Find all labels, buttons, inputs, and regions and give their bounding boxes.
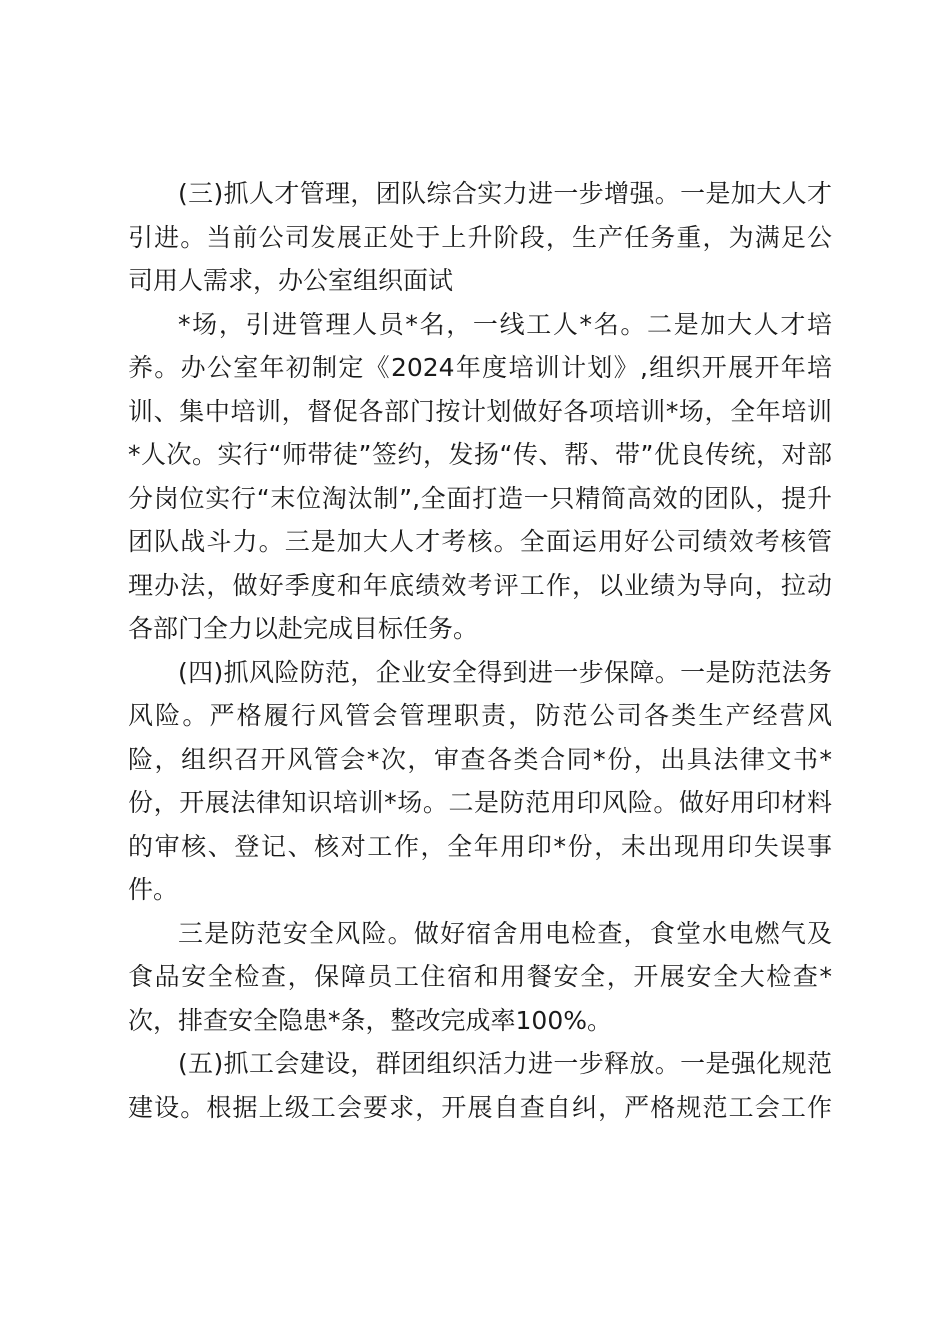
paragraph-line: 建设。根据上级工会要求，开展自查自纠，严格规范工会工作 [128,1092,832,1122]
paragraph-union-building [128,1042,832,1129]
paragraph-talent-management [128,172,832,303]
paragraph-line: *人次。实行“师带徒”签约，发扬“传、帮、带”优良传统，对部 [128,440,832,469]
paragraph-risk-prevention [128,651,832,912]
paragraph-line: (四)抓风险防范，企业安全得到进一步保障。一是防范法务 [178,657,832,687]
paragraph-line: 分岗位实行“末位淘汰制”,全面打造一只精简高效的团队，提升 [128,483,832,513]
paragraph-line: 的审核、登记、核对工作，全年用印*份，未出现用印失误事 [128,831,832,861]
paragraph-line: 引进。当前公司发展正处于上升阶段，生产任务重，为满足公 [128,222,832,252]
paragraph-line: 份，开展法律知识培训*场。二是防范用印风险。做好用印材料 [128,788,832,817]
paragraph-line: 风险。严格履行风管会管理职责，防范公司各类生产经营风 [128,701,832,730]
paragraph-talent-training [128,303,832,651]
paragraph-line: 理办法，做好季度和年底绩效考评工作，以业绩为导向，拉动 [128,570,832,600]
paragraph-line: *场，引进管理人员*名，一线工人*名。二是加大人才培 [178,309,832,339]
paragraph-line: 团队战斗力。三是加大人才考核。全面运用好公司绩效考核管 [128,527,832,556]
paragraph-line: 司用人需求，办公室组织面试 [128,266,454,295]
paragraph-line: 食品安全检查，保障员工住宿和用餐安全，开展安全大检查* [128,962,832,991]
paragraph-line: (五)抓工会建设，群团组织活力进一步释放。一是强化规范 [178,1049,832,1078]
document-body [128,172,832,1129]
paragraph-safety-risk [128,912,832,1043]
paragraph-line: 险，组织召开风管会*次，审查各类合同*份，出具法律文书* [128,744,832,774]
paragraph-line: 件。 [128,875,179,904]
paragraph-line: 次，排查安全隐患*条，整改完成率100%。 [128,1005,612,1035]
paragraph-line: 各部门全力以赴完成目标任务。 [128,614,479,643]
paragraph-line: (三)抓人才管理，团队综合实力进一步增强。一是加大人才 [178,179,832,208]
paragraph-line: 养。办公室年初制定《2024年度培训计划》,组织开展开年培 [128,353,832,382]
paragraph-line: 三是防范安全风险。做好宿舍用电检查，食堂水电燃气及 [178,918,832,948]
paragraph-line: 训、集中培训，督促各部门按计划做好各项培训*场，全年培训 [128,396,832,426]
